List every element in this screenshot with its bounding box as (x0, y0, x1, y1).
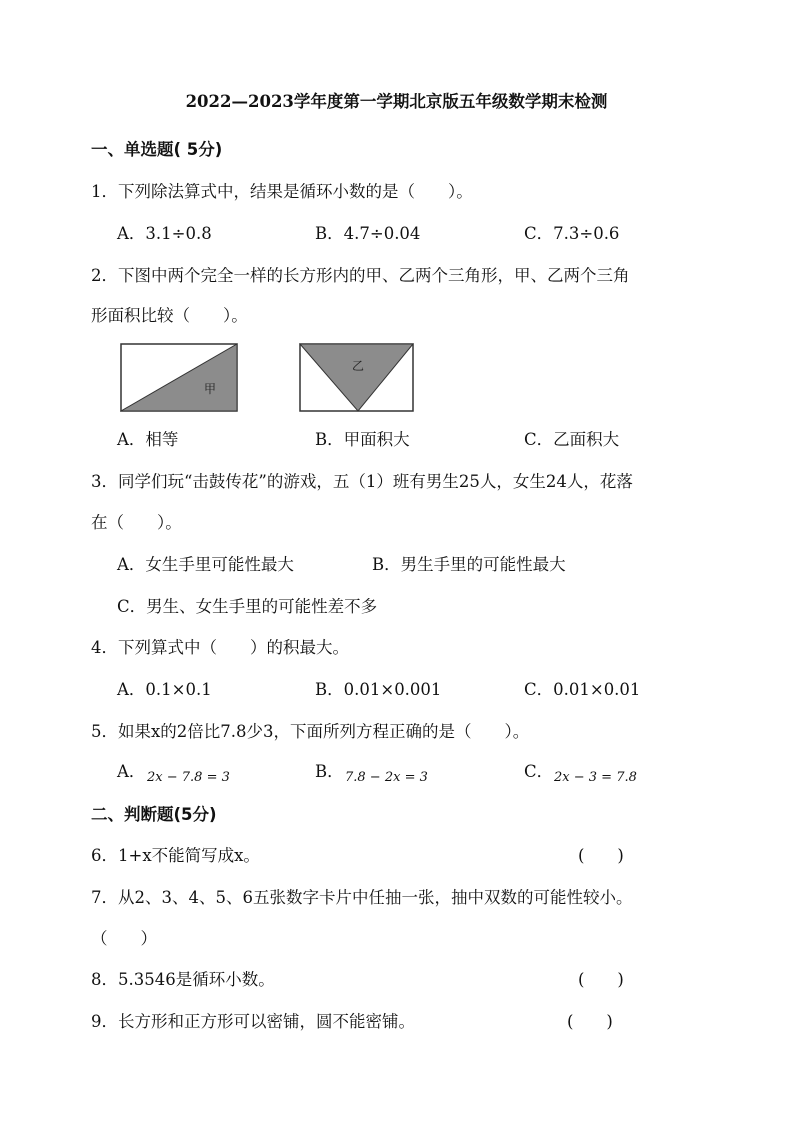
q5-option-a-equation: 2x − 7.8 = 3 (147, 770, 230, 785)
q9-answer-paren: ( ) (567, 1012, 613, 1031)
question-7: 7．从2、3、4、5、6五张数字卡片中任抽一张，抽中双数的可能性较小。 (91, 888, 633, 907)
q3-option-c: C．男生、女生手里的可能性差不多 (117, 597, 378, 616)
q5-option-a-letter: A． (117, 762, 146, 781)
question-3-line-1: 3．同学们玩“击鼓传花”的游戏，五（1）班有男生25人，女生24人，花落 (91, 472, 633, 491)
question-4: 4．下列算式中（ ）的积最大。 (91, 638, 349, 657)
figure-label-jia: 甲 (204, 382, 217, 396)
q2-option-c: C．乙面积大 (524, 430, 620, 449)
q1-option-c: C．7.3÷0.6 (524, 224, 620, 243)
q5-option-c-equation: 2x − 3 = 7.8 (554, 770, 637, 785)
question-5: 5．如果x的2倍比7.8少3，下面所列方程正确的是（ ）。 (91, 722, 530, 741)
question-2-line-1: 2．下图中两个完全一样的长方形内的甲、乙两个三角形，甲、乙两个三角 (91, 266, 630, 285)
q7-answer-paren: （ ） (91, 929, 157, 948)
q8-answer-paren: ( ) (578, 970, 624, 989)
question-9: 9．长方形和正方形可以密铺，圆不能密铺。 (91, 1012, 415, 1031)
section-heading-true-false: 二、判断题(5分) (91, 805, 217, 824)
q5-option-b-letter: B． (315, 762, 344, 781)
page-title: 2022—2023学年度第一学期北京版五年级数学期末检测 (185, 92, 608, 111)
question-6: 6．1+x不能简写成x。 (91, 846, 260, 865)
q2-option-b: B．甲面积大 (315, 430, 410, 449)
q3-option-b: B．男生手里的可能性最大 (372, 555, 566, 574)
q5-option-b-equation: 7.8 − 2x = 3 (345, 770, 428, 785)
q5-option-c-letter: C． (524, 762, 554, 781)
q4-option-c: C．0.01×0.01 (524, 680, 641, 699)
figure-rectangle-jia (120, 343, 238, 412)
question-8: 8．5.3546是循环小数。 (91, 970, 275, 989)
figure-label-yi: 乙 (352, 359, 365, 373)
q4-option-b: B．0.01×0.001 (315, 680, 442, 699)
q4-option-a: A．0.1×0.1 (117, 680, 212, 699)
q2-option-a: A．相等 (117, 430, 179, 449)
figure-rectangle-yi (299, 343, 415, 412)
question-1: 1．下列除法算式中，结果是循环小数的是（ ）。 (91, 182, 473, 201)
section-heading-single-choice: 一、单选题( 5分) (91, 140, 223, 159)
question-3-line-2: 在（ ）。 (91, 513, 182, 532)
q3-option-a: A．女生手里可能性最大 (117, 555, 294, 574)
q1-option-b: B．4.7÷0.04 (315, 224, 421, 243)
q1-option-a: A．3.1÷0.8 (117, 224, 212, 243)
question-2-line-2: 形面积比较（ ）。 (91, 306, 248, 325)
q6-answer-paren: ( ) (578, 846, 624, 865)
